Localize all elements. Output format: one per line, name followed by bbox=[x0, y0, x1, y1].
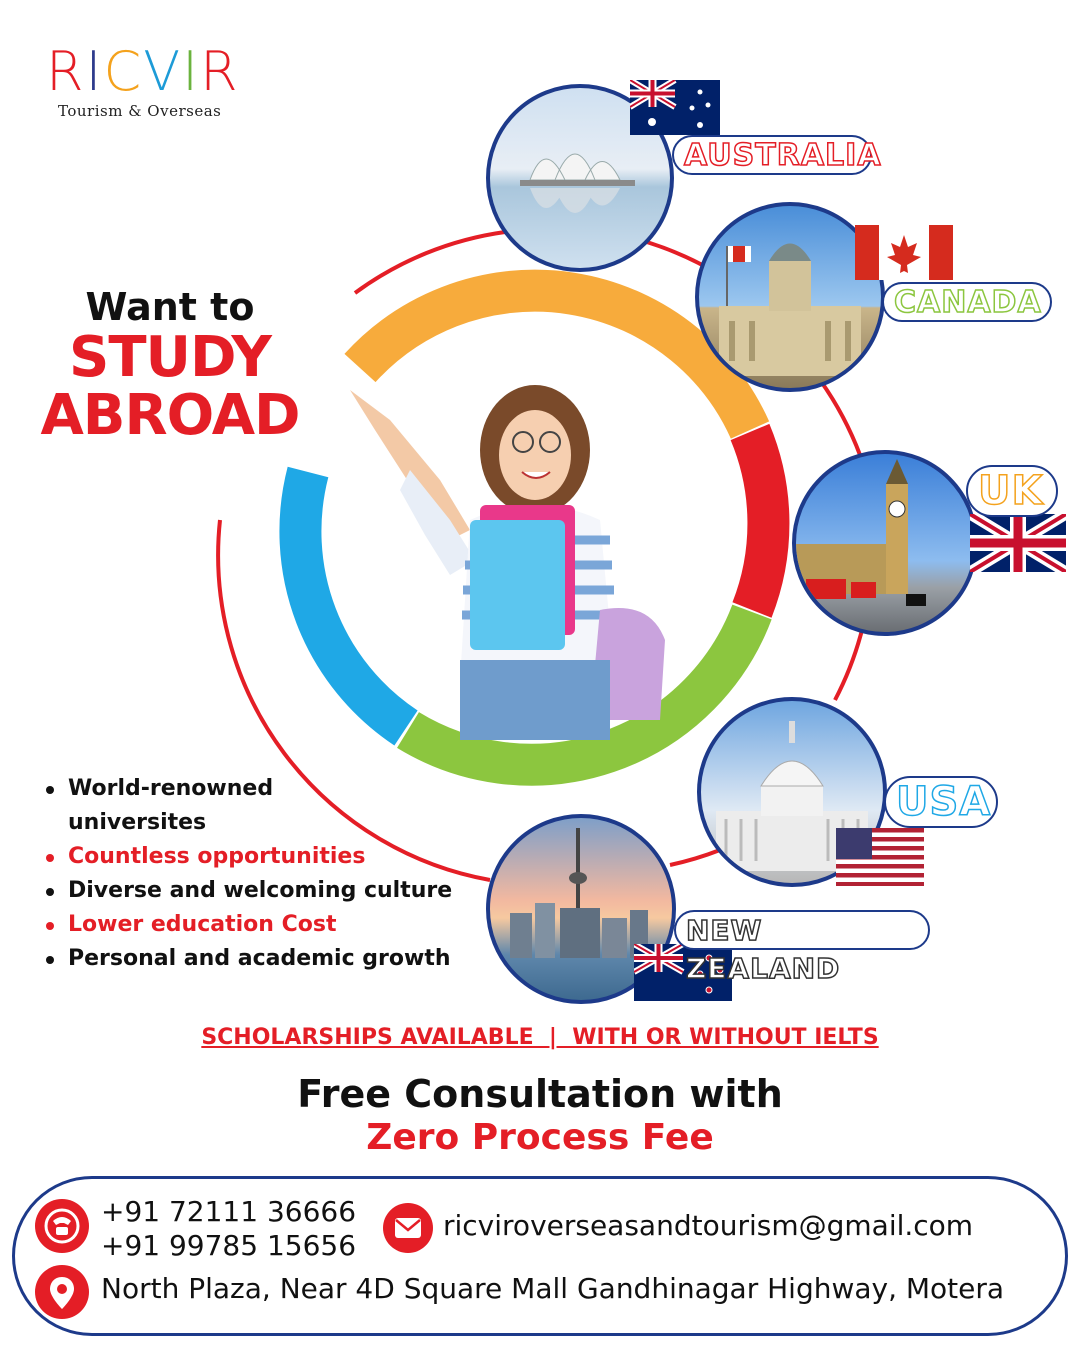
consultation-offer bbox=[0, 1072, 1080, 1160]
headline-study: STUDY bbox=[69, 325, 271, 390]
benefit-item: Personal and academic growth bbox=[44, 942, 474, 976]
email-address[interactable]: ricviroverseasandtourism@gmail.com bbox=[443, 1209, 974, 1242]
country-label-australia[interactable]: AUSTRALIA bbox=[672, 135, 872, 175]
benefit-item: Countless opportunities bbox=[44, 840, 474, 874]
big-ben-icon bbox=[796, 454, 974, 632]
brand-logo bbox=[46, 42, 246, 132]
benefit-item: World-renowned universites bbox=[44, 772, 328, 840]
benefits-list bbox=[44, 772, 474, 976]
country-label-new-zealand[interactable]: NEW ZEALAND bbox=[674, 910, 930, 950]
benefit-item: Lower education Cost bbox=[44, 908, 474, 942]
brand-tagline: Tourism & Overseas bbox=[58, 102, 222, 120]
student-illustration bbox=[330, 360, 690, 740]
zero-fee-line: Zero Process Fee bbox=[366, 1117, 714, 1158]
australia-flag-icon bbox=[630, 80, 720, 135]
phone-number-1[interactable]: +91 72111 36666 bbox=[101, 1195, 357, 1228]
logo-letter-r: R bbox=[46, 40, 86, 103]
country-label-canada[interactable]: CANADA bbox=[882, 282, 1052, 322]
logo-letter-i2: I bbox=[182, 40, 201, 103]
office-address[interactable]: North Plaza, Near 4D Square Mall Gandhinagar Highway, Motera bbox=[101, 1272, 1005, 1305]
usa-flag-icon bbox=[836, 828, 924, 886]
benefit-item: Diverse and welcoming culture bbox=[44, 874, 474, 908]
scholarship-banner: SCHOLARSHIPS AVAILABLE | WITH OR WITHOUT IELTS bbox=[201, 1025, 879, 1050]
legislature-building-icon bbox=[699, 206, 881, 388]
headline-abroad: ABROAD bbox=[40, 383, 300, 448]
country-label-uk[interactable]: UK bbox=[966, 465, 1058, 517]
logo-letter-r2: R bbox=[200, 40, 240, 103]
phone-number-2[interactable]: +91 99785 15656 bbox=[101, 1229, 357, 1262]
location-pin-icon[interactable] bbox=[35, 1265, 89, 1319]
uk-flag-icon bbox=[970, 514, 1066, 572]
uk-photo[interactable] bbox=[792, 450, 978, 636]
canada-flag-icon bbox=[855, 225, 953, 280]
logo-letter-v: V bbox=[143, 40, 183, 103]
contact-box bbox=[12, 1176, 1068, 1336]
country-label-usa[interactable]: USA bbox=[884, 776, 998, 828]
logo-letter-i: I bbox=[85, 40, 104, 103]
consultation-line: Free Consultation with bbox=[297, 1072, 783, 1116]
phone-icon[interactable] bbox=[35, 1199, 89, 1253]
mail-icon[interactable] bbox=[383, 1203, 433, 1253]
headline bbox=[20, 285, 320, 448]
headline-want-to: Want to bbox=[85, 285, 255, 329]
logo-letter-c: C bbox=[103, 40, 144, 103]
logo-wordmark bbox=[46, 42, 246, 102]
